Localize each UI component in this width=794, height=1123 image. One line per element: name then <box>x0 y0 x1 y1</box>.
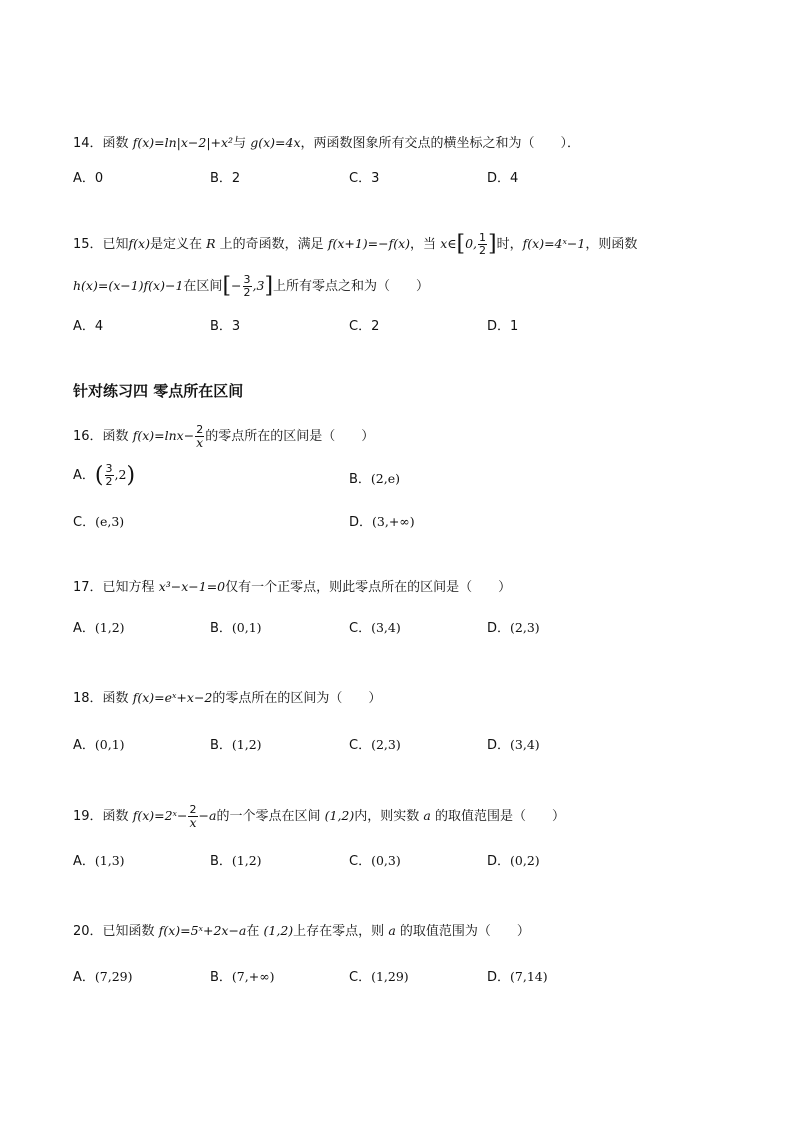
option-b[interactable]: B．(7,+∞) <box>210 969 275 985</box>
question-18: 18．函数 f(x)=eˣ+x−2的零点所在的区间为（ ） <box>73 690 382 706</box>
option-a[interactable]: A．(7,29) <box>73 969 133 985</box>
option-b[interactable]: B．(1,2) <box>210 853 262 869</box>
option-b[interactable]: B．(0,1) <box>210 620 262 636</box>
option-c[interactable]: C．(3,4) <box>349 620 401 636</box>
option-a[interactable]: A．(1,3) <box>73 853 125 869</box>
option-d[interactable]: D．(7,14) <box>487 969 548 985</box>
option-d[interactable]: D．(3,4) <box>487 737 540 753</box>
option-d[interactable]: D．(3,+∞) <box>349 514 415 530</box>
option-c[interactable]: C．2 <box>349 319 380 334</box>
option-b[interactable]: B．3 <box>210 319 241 334</box>
option-c[interactable]: C．(2,3) <box>349 737 401 753</box>
question-16: 16．函数 f(x)=lnx− $\frac{2}{x}$ 的零点所在的区间是（ ） <box>73 423 375 450</box>
option-a[interactable]: A．( $\frac{3}{2}$ ,2) <box>73 462 136 488</box>
option-c[interactable]: C．(1,29) <box>349 969 409 985</box>
question-19: 19．函数 f(x)=2ˣ− $\frac{2}{x}$ −a的一个零点在区间 (1,2)内，则实数 a 的取值范围是（ ） <box>73 803 565 830</box>
option-d[interactable]: D．(0,2) <box>487 853 540 869</box>
question-15-line1: 15．已知f(x)是定义在 R 上的奇函数，满足 f(x+1)=−f(x)，当 x∈[0, $\frac{1}{2}$ ]时，f(x)=4ˣ−1，则函数 <box>73 231 638 257</box>
option-c[interactable]: C．(0,3) <box>349 853 401 869</box>
question-20: 20．已知函数 f(x)=5ˣ+2x−a在 (1,2)上存在零点，则 a 的取值范围为（ ） <box>73 923 530 939</box>
section-heading: 针对练习四 零点所在区间 <box>73 382 244 400</box>
option-d[interactable]: D．1 <box>487 319 519 334</box>
option-b[interactable]: B．2 <box>210 171 241 186</box>
option-a[interactable]: A．0 <box>73 171 104 186</box>
option-b[interactable]: B．(1,2) <box>210 737 262 753</box>
option-b[interactable]: B．(2,e) <box>349 471 400 487</box>
option-a[interactable]: A．(0,1) <box>73 737 125 753</box>
option-d[interactable]: D．4 <box>487 171 519 186</box>
option-c[interactable]: C．(e,3) <box>73 514 125 530</box>
option-d[interactable]: D．(2,3) <box>487 620 540 636</box>
question-17: 17．已知方程 x³−x−1=0仅有一个正零点，则此零点所在的区间是（ ） <box>73 579 512 595</box>
fraction: $\frac{2}{x}$ <box>189 803 197 830</box>
option-a[interactable]: A．4 <box>73 319 104 334</box>
fraction: $\frac{2}{x}$ <box>196 423 204 450</box>
option-a[interactable]: A．(1,2) <box>73 620 125 636</box>
question-14: 14．函数 f(x)=ln|x−2|+x²与 g(x)=4x，两函数图象所有交点的横坐标之和为（ ）． <box>73 135 581 151</box>
fraction: $\frac{3}{2}$ <box>105 462 113 488</box>
fraction: $\frac{1}{2}$ <box>479 231 487 257</box>
fraction: $\frac{3}{2}$ <box>243 273 251 299</box>
question-15-line2: h(x)=(x−1)f(x)−1在区间[− $\frac{3}{2}$ ,3]上所有零点之和为（ ） <box>73 273 430 299</box>
option-c[interactable]: C．3 <box>349 171 380 186</box>
